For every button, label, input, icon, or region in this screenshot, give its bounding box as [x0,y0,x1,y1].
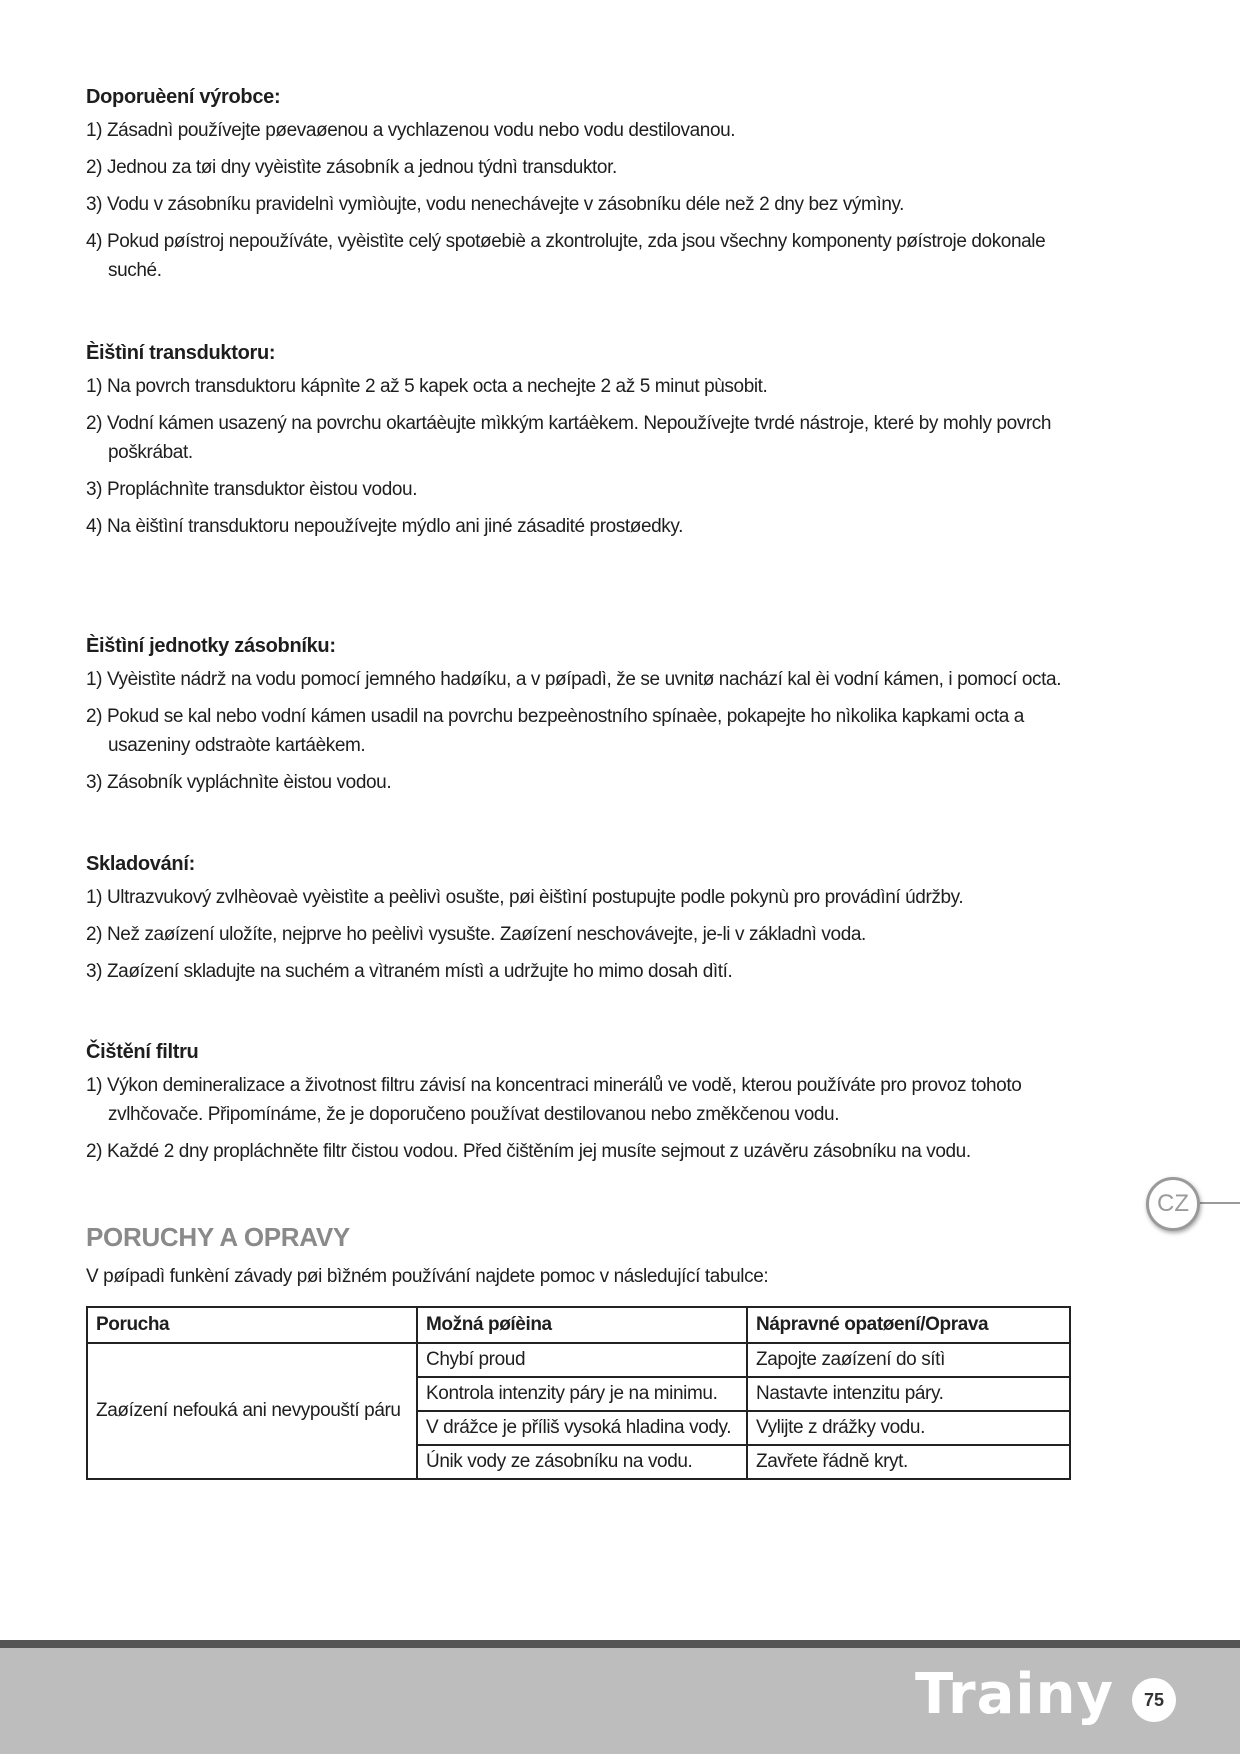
remedy-cell: Zavřete řádně kryt. [747,1445,1070,1479]
list-item: 2) Každé 2 dny propláchněte filtr čistou vodou. Před čištěním jej musíte sejmout z uzávěru zásobníku na vodu. [86,1141,971,1162]
section-storage [86,849,1086,994]
troubleshooting-table [86,1306,1071,1480]
list-item: 2) Vodní kámen usazený na povrchu okartáèujte mìkkým kartáèkem. Nepoužívejte tvrdé nástroje, které by mohly povrch poškrábat. [86,413,1052,463]
cause-cell: Chybí proud [417,1343,747,1377]
table-row [87,1343,1070,1377]
table-header-row [87,1307,1070,1343]
list-item: 2) Pokud se kal nebo vodní kámen usadil na povrchu bezpeènostního spínaèe, pokapejte ho nìkolika kapkami octa a usazeniny odstraòte kartáèkem. [86,706,1024,756]
list-item: 3) Zásobník vypláchnìte èistou vodou. [86,772,392,793]
list-item: 3) Vodu v zásobníku pravidelnì vymìòujte, vodu nenechávejte v zásobníku déle než 2 dny bez výmìny. [86,194,905,215]
footer-divider [0,1640,1240,1648]
instruction-list [86,665,1086,797]
instruction-list [86,372,1086,541]
cause-cell: Kontrola intenzity páry je na minimu. [417,1377,747,1411]
list-item: 1) Na povrch transduktoru kápnìte 2 až 5 kapek octa a nechejte 2 až 5 minut pùsobit. [86,376,768,397]
troubleshooting-intro: V pøípadì funkèní závady pøi bìžném používání najdete pomoc v následující tabulce: [86,1266,769,1287]
language-badge: CZ [1146,1177,1200,1231]
section-heading: Èištìní transduktoru: [86,342,276,364]
remedy-cell: Vylijte z drážky vodu. [747,1411,1070,1445]
list-item: 2) Jednou za tøi dny vyèistìte zásobník a jednou týdnì transduktor. [86,157,617,178]
instruction-list [86,1071,1086,1166]
side-tab-line [1200,1202,1240,1204]
brand-logo: Trainy [914,1662,1114,1727]
section-heading: Èištìní jednotky zásobníku: [86,635,336,657]
troubleshooting-title: PORUCHY A OPRAVY [86,1222,350,1252]
page-number: 75 [1132,1678,1176,1722]
list-item: 4) Pokud pøístroj nepoužíváte, vyèistìte celý spotøebiè a zkontrolujte, zda jsou všechny komponenty pøístroje dokonale suché. [86,231,1046,281]
remedy-cell: Zapojte zaøízení do sítì [747,1343,1070,1377]
list-item: 3) Zaøízení skladujte na suchém a vìtraném místì a udržujte ho mimo dosah dìtí. [86,961,733,982]
cause-cell: Únik vody ze zásobníku na vodu. [417,1445,747,1479]
list-item: 1) Výkon demineralizace a životnost filtru závisí na koncentraci minerálů ve vodě, kterou používáte pro provoz tohoto zvlhčovače. Připomínáme, že je doporučeno používat destilovanou nebo změkčenou vodu. [86,1075,1022,1125]
section-heading: Doporuèení výrobce: [86,86,281,108]
column-header-remedy: Nápravné opatøení/Oprava [747,1307,1070,1343]
section-filter-cleaning [86,1037,1086,1174]
cause-cell: V drážce je příliš vysoká hladina vody. [417,1411,747,1445]
column-header-cause: Možná pøíèina [417,1307,747,1343]
list-item: 1) Vyèistìte nádrž na vodu pomocí jemného hadøíku, a v pøípadì, že se uvnitø nachází kal èi vodní kámen, i pomocí octa. [86,669,1062,690]
section-transducer-cleaning [86,338,1086,549]
section-heading: Skladování: [86,853,195,875]
list-item: 2) Než zaøízení uložíte, nejprve ho peèlivì vysušte. Zaøízení neschovávejte, je-li v základnì voda. [86,924,866,945]
column-header-fault: Porucha [87,1307,417,1343]
list-item: 4) Na èištìní transduktoru nepoužívejte mýdlo ani jiné zásadité prostøedky. [86,516,683,537]
list-item: 3) Propláchnìte transduktor èistou vodou. [86,479,418,500]
list-item: 1) Ultrazvukový zvlhèovaè vyèistìte a peèlivì osušte, pøi èištìní postupujte podle pokynù pro provádìní údržby. [86,887,964,908]
instruction-list [86,883,1086,986]
section-manufacturer-recommendations [86,82,1086,293]
remedy-cell: Nastavte intenzitu páry. [747,1377,1070,1411]
list-item: 1) Zásadnì používejte pøevaøenou a vychlazenou vodu nebo vodu destilovanou. [86,120,736,141]
fault-cell: Zaøízení nefouká ani nevypouští páru [87,1343,417,1479]
instruction-list [86,116,1086,285]
section-heading: Čištění filtru [86,1041,199,1063]
section-tank-cleaning [86,631,1086,805]
